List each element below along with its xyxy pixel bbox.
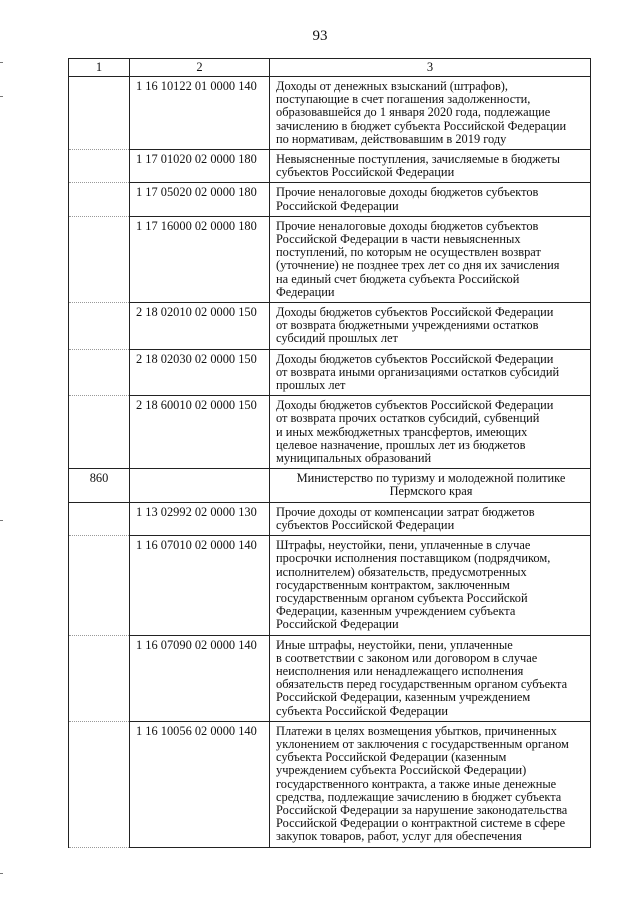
table-row [69,216,591,302]
ministry-row [69,469,591,502]
ministry-section [69,469,591,502]
description-line: уклонением от заключения с государственным органом [276,736,569,751]
description-line: Федерации [276,284,335,299]
admin-code-cell [69,349,130,396]
admin-code-cell [69,635,130,721]
description-line: Российской Федерации за нарушение законодательства [276,802,568,817]
income-code-cell: 2 18 02030 02 0000 150 [130,349,270,396]
income-code-cell: 1 16 07090 02 0000 140 [130,635,270,721]
description-line: средства, подлежащие зачислению в бюджет субъекта [276,789,562,804]
income-description-cell [270,77,591,150]
scan-edge-mark [0,873,3,874]
description-line: субсидий прошлых лет [276,331,398,346]
income-description-cell [270,396,591,469]
description-line: образовавшейся до 1 января 2020 года, подлежащие [276,105,551,120]
income-description-cell [270,536,591,635]
table-row [69,150,591,183]
income-description-cell [270,183,591,216]
income-code-cell: 1 16 07010 02 0000 140 [130,536,270,635]
scan-edge-mark [0,62,3,63]
budget-classification-table [68,58,591,848]
description-line: Прочие неналоговые доходы бюджетов субъектов [276,218,539,233]
description-line: прошлых лет [276,378,346,393]
income-description-cell [270,721,591,847]
description-line: Иные штрафы, неустойки, пени, уплаченные [276,637,513,652]
description-line: Федерации, казенным учреждением субъекта [276,604,516,619]
description-line: от возврата прочих остатков субсидий, субвенций [276,411,540,426]
description-line: по нормативам, действовавшим в 2019 году [276,131,507,146]
admin-code-cell [69,536,130,635]
description-line: Невыясненные поступления, зачисляемые в бюджеты [276,152,560,167]
description-line: субъектов Российской Федерации [276,165,455,180]
income-description-cell [270,635,591,721]
description-line: учреждением субъекта Российской Федерации) [276,763,527,778]
admin-code-cell: 860 [69,469,130,502]
income-code-cell [130,469,270,502]
ministry-name-cell [270,469,591,502]
income-code-cell: 1 13 02992 02 0000 130 [130,502,270,535]
description-line: Прочие неналоговые доходы бюджетов субъектов [276,185,539,200]
description-line: Платежи в целях возмещения убытков, причиненных [276,723,557,738]
description-line: просрочки исполнения поставщиком (подрядчиком, [276,551,551,566]
admin-code-cell [69,216,130,302]
description-line: субъекта Российской Федерации (казенным [276,750,507,765]
income-code-cell: 2 18 60010 02 0000 150 [130,396,270,469]
description-line: государственного контракта, а также иные денежные [276,776,557,791]
description-line: исполнителем) обязательств, предусмотренных [276,564,527,579]
description-line: Доходы от денежных взысканий (штрафов), [276,79,509,93]
table-row [69,77,591,150]
table-row [69,635,591,721]
description-line: Доходы бюджетов субъектов Российской Федерации [276,351,554,366]
description-line: Российской Федерации в части невыясненных [276,232,521,247]
description-line: Прочие доходы от компенсации затрат бюджетов [276,504,535,519]
description-line: Доходы бюджетов субъектов Российской Федерации [276,305,554,320]
description-line: Доходы бюджетов субъектов Российской Федерации [276,398,554,413]
description-line: зачислению в бюджет субъекта Российской Федерации [276,118,567,133]
admin-code-cell [69,183,130,216]
admin-code-cell [69,303,130,350]
ministry-name-line: Министерство по туризму и молодежной политике [296,471,566,486]
scan-edge-mark [0,96,3,97]
income-description-cell [270,502,591,535]
description-line: от возврата бюджетными учреждениями остатков [276,318,539,333]
income-code-cell: 2 18 02010 02 0000 150 [130,303,270,350]
income-description-cell [270,216,591,302]
admin-code-cell [69,150,130,183]
description-line: целевое назначение, прошлых лет из бюджетов [276,437,526,452]
admin-code-cell [69,502,130,535]
table-row [69,396,591,469]
income-description-cell [270,303,591,350]
income-code-cell: 1 17 01020 02 0000 180 [130,150,270,183]
description-line: закупок товаров, работ, услуг для обеспечения [276,829,522,844]
description-line: неисполнения или ненадлежащего исполнения [276,663,524,678]
table-row [69,183,591,216]
description-line: поступлений, по которым не осуществлен возврат [276,245,541,260]
description-line: и иных межбюджетных трансфертов, имеющих [276,424,528,439]
income-code-cell: 1 17 05020 02 0000 180 [130,183,270,216]
admin-code-cell [69,77,130,150]
description-line: в соответствии с законом или договором в случае [276,650,538,665]
column-header-1: 1 [69,59,130,77]
description-line: Российской Федерации о контрактной системе в сфере [276,816,566,831]
admin-code-cell [69,396,130,469]
description-line: Российской Федерации [276,198,399,213]
table-row [69,721,591,847]
description-line: муниципальных образований [276,451,432,466]
scan-edge-mark [0,520,3,521]
table-body-part-1 [69,77,591,469]
description-line: (уточнение) не позднее трех лет со дня их зачисления [276,258,560,273]
description-line: обязательств перед государственным органом субъекта [276,677,568,692]
table-body-part-2 [69,502,591,847]
page-number: 93 [312,28,328,44]
description-line: Российской Федерации [276,617,399,632]
income-description-cell [270,349,591,396]
table-header-row [69,59,591,77]
description-line: субъектов Российской Федерации [276,517,455,532]
description-line: Штрафы, неустойки, пени, уплаченные в случае [276,538,531,553]
admin-code-cell [69,721,130,847]
description-line: государственным контрактом, заключенным [276,577,510,592]
income-code-cell: 1 17 16000 02 0000 180 [130,216,270,302]
column-header-3: 3 [270,59,591,77]
ministry-name-line: Пермского края [389,484,473,499]
description-line: Российской Федерации, казенным учреждением [276,690,531,705]
description-line: государственным органом субъекта Российской [276,590,528,605]
description-line: от возврата иными организациями остатков субсидий [276,364,560,379]
table-row [69,502,591,535]
income-description-cell [270,150,591,183]
table-row [69,536,591,635]
income-code-cell: 1 16 10056 02 0000 140 [130,721,270,847]
table-row [69,303,591,350]
description-line: на единый счет бюджета субъекта Российской [276,271,520,286]
description-line: поступающие в счет погашения задолженности, [276,92,531,107]
column-header-2: 2 [130,59,270,77]
description-line: субъекта Российской Федерации [276,703,448,718]
table-row [69,349,591,396]
income-code-cell: 1 16 10122 01 0000 140 [130,77,270,150]
